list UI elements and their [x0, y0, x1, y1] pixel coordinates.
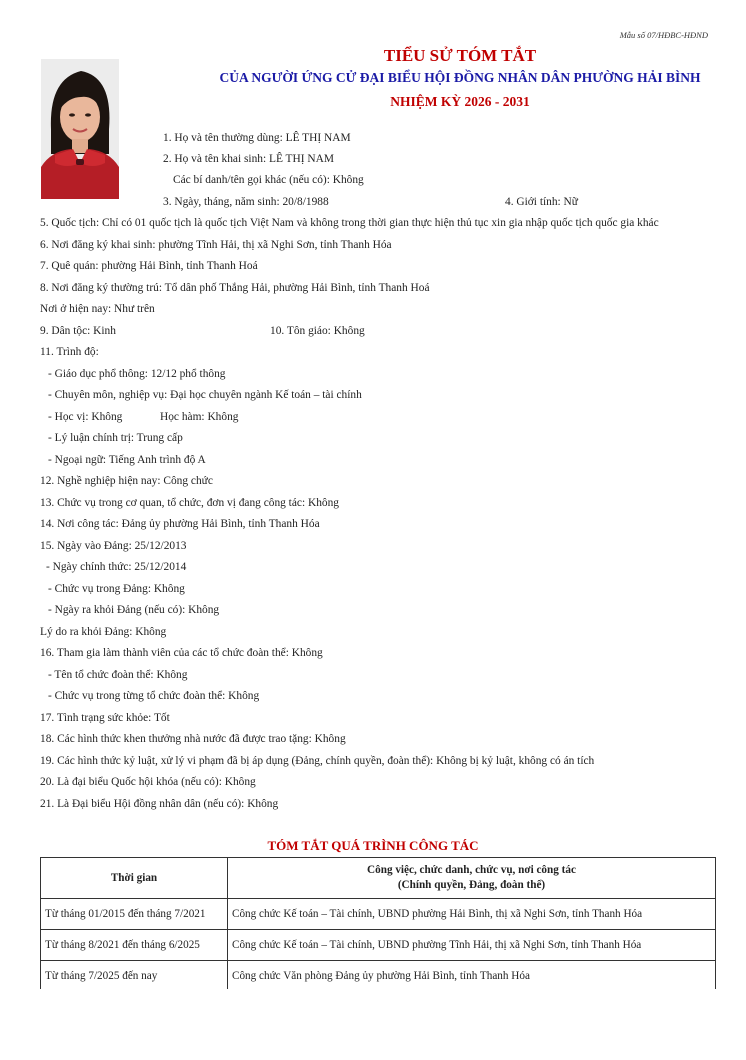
column-header-description-line2: (Chính quyền, Đảng, đoàn thể) — [397, 879, 546, 891]
field-date-of-birth: 3. Ngày, tháng, năm sinh: 20/8/1988 — [163, 196, 329, 208]
field-organization-name: - Tên tổ chức đoàn thể: Không — [48, 669, 188, 681]
field-gender: 4. Giới tính: Nữ — [505, 196, 578, 208]
form-code: Mẫu số 07/HĐBC-HĐND — [619, 30, 708, 40]
candidate-photo — [41, 59, 119, 199]
field-common-name: 1. Họ và tên thường dùng: LÊ THỊ NAM — [163, 132, 351, 144]
field-nationality: 5. Quốc tịch: Chỉ có 01 quốc tịch là quốc tịch Việt Nam và không trong thời gian thực hiện thủ tục xin gia nhập quốc tịch quốc gia khác — [40, 217, 659, 229]
field-awards: 18. Các hình thức khen thưởng nhà nước đã được trao tặng: Không — [40, 733, 346, 745]
field-discipline: 19. Các hình thức kỷ luật, xử lý vi phạm đã bị áp dụng (Đảng, chính quyền, đoàn thể): Không bị kỷ luật, không có án tích — [40, 755, 595, 767]
field-permanent-residence: 8. Nơi đăng ký thường trú: Tổ dân phố Thắng Hải, phường Hải Bình, tỉnh Thanh Hoá — [40, 282, 430, 294]
field-specialization: - Chuyên môn, nghiệp vụ: Đại học chuyên ngành Kế toán – tài chính — [48, 389, 362, 401]
field-party-leave-reason: Lý do ra khỏi Đảng: Không — [40, 626, 167, 638]
page-cutoff — [40, 989, 716, 997]
field-general-education: - Giáo dục phổ thông: 12/12 phổ thông — [48, 368, 226, 380]
row-description: Công chức Văn phòng Đảng ủy phường Hải Bình, tỉnh Thanh Hóa — [228, 961, 716, 992]
row-time: Từ tháng 01/2015 đến tháng 7/2021 — [41, 899, 228, 930]
field-birth-name: 2. Họ và tên khai sinh: LÊ THỊ NAM — [163, 153, 334, 165]
field-occupation: 12. Nghề nghiệp hiện nay: Công chức — [40, 475, 213, 487]
field-birth-registration: 6. Nơi đăng ký khai sinh: phường Tĩnh Hải, thị xã Nghi Sơn, tỉnh Thanh Hóa — [40, 239, 392, 251]
field-party-leave-date: - Ngày ra khỏi Đảng (nếu có): Không — [48, 604, 220, 616]
field-education-heading: 11. Trình độ: — [40, 346, 99, 358]
field-national-assembly: 20. Là đại biểu Quốc hội khóa (nếu có): Không — [40, 776, 256, 788]
term-title: NHIỆM KỲ 2026 - 2031 — [390, 94, 530, 109]
field-council-delegate: 21. Là Đại biểu Hội đồng nhân dân (nếu có): Không — [40, 798, 279, 810]
field-party-position: - Chức vụ trong Đảng: Không — [48, 583, 185, 595]
column-header-description — [228, 858, 716, 899]
row-time: Từ tháng 8/2021 đến tháng 6/2025 — [41, 930, 228, 961]
document-subtitle: CỦA NGƯỜI ỨNG CỬ ĐẠI BIỂU HỘI ĐỒNG NHÂN DÂN PHƯỜNG HẢI BÌNH — [219, 70, 701, 85]
table-row — [41, 899, 716, 930]
row-description: Công chức Kế toán – Tài chính, UBND phường Tĩnh Hải, thị xã Nghi Sơn, tỉnh Thanh Hóa — [228, 930, 716, 961]
field-ethnicity: 9. Dân tộc: Kinh — [40, 325, 116, 337]
table-row — [41, 930, 716, 961]
row-description: Công chức Kế toán – Tài chính, UBND phường Hải Bình, thị xã Nghi Sơn, tỉnh Thanh Hóa — [228, 899, 716, 930]
field-foreign-language: - Ngoại ngữ: Tiếng Anh trình độ A — [48, 454, 206, 466]
field-degree: - Học vị: Không — [48, 411, 123, 423]
field-party-join-date: 15. Ngày vào Đảng: 25/12/2013 — [40, 540, 187, 552]
portrait-illustration — [41, 59, 119, 199]
field-political-theory: - Lý luận chính trị: Trung cấp — [48, 432, 183, 444]
work-history-table — [40, 857, 716, 992]
field-organization-position: - Chức vụ trong từng tổ chức đoàn thể: Không — [48, 690, 260, 702]
column-header-time: Thời gian — [41, 858, 228, 899]
field-academic-title: Học hàm: Không — [160, 411, 239, 423]
column-header-description-line1: Công việc, chức danh, chức vụ, nơi công tác — [367, 864, 576, 876]
field-position: 13. Chức vụ trong cơ quan, tổ chức, đơn vị đang công tác: Không — [40, 497, 339, 509]
work-history-title: TÓM TẮT QUÁ TRÌNH CÔNG TÁC — [267, 838, 479, 853]
table-row — [41, 961, 716, 992]
field-workplace: 14. Nơi công tác: Đảng ủy phường Hải Bình, tỉnh Thanh Hóa — [40, 518, 320, 530]
field-current-residence: Nơi ở hiện nay: Như trên — [40, 303, 155, 315]
table-header-row — [41, 858, 716, 899]
row-time: Từ tháng 7/2025 đến nay — [41, 961, 228, 992]
field-hometown: 7. Quê quán: phường Hải Bình, tỉnh Thanh Hoá — [40, 260, 258, 272]
field-party-official-date: - Ngày chính thức: 25/12/2014 — [46, 561, 187, 573]
field-health: 17. Tình trạng sức khỏe: Tốt — [40, 712, 170, 724]
document-title: TIỂU SỬ TÓM TẮT — [383, 46, 537, 65]
field-religion: 10. Tôn giáo: Không — [270, 325, 365, 337]
field-organizations: 16. Tham gia làm thành viên của các tổ chức đoàn thể: Không — [40, 647, 323, 659]
field-aliases: Các bí danh/tên gọi khác (nếu có): Không — [173, 174, 364, 186]
